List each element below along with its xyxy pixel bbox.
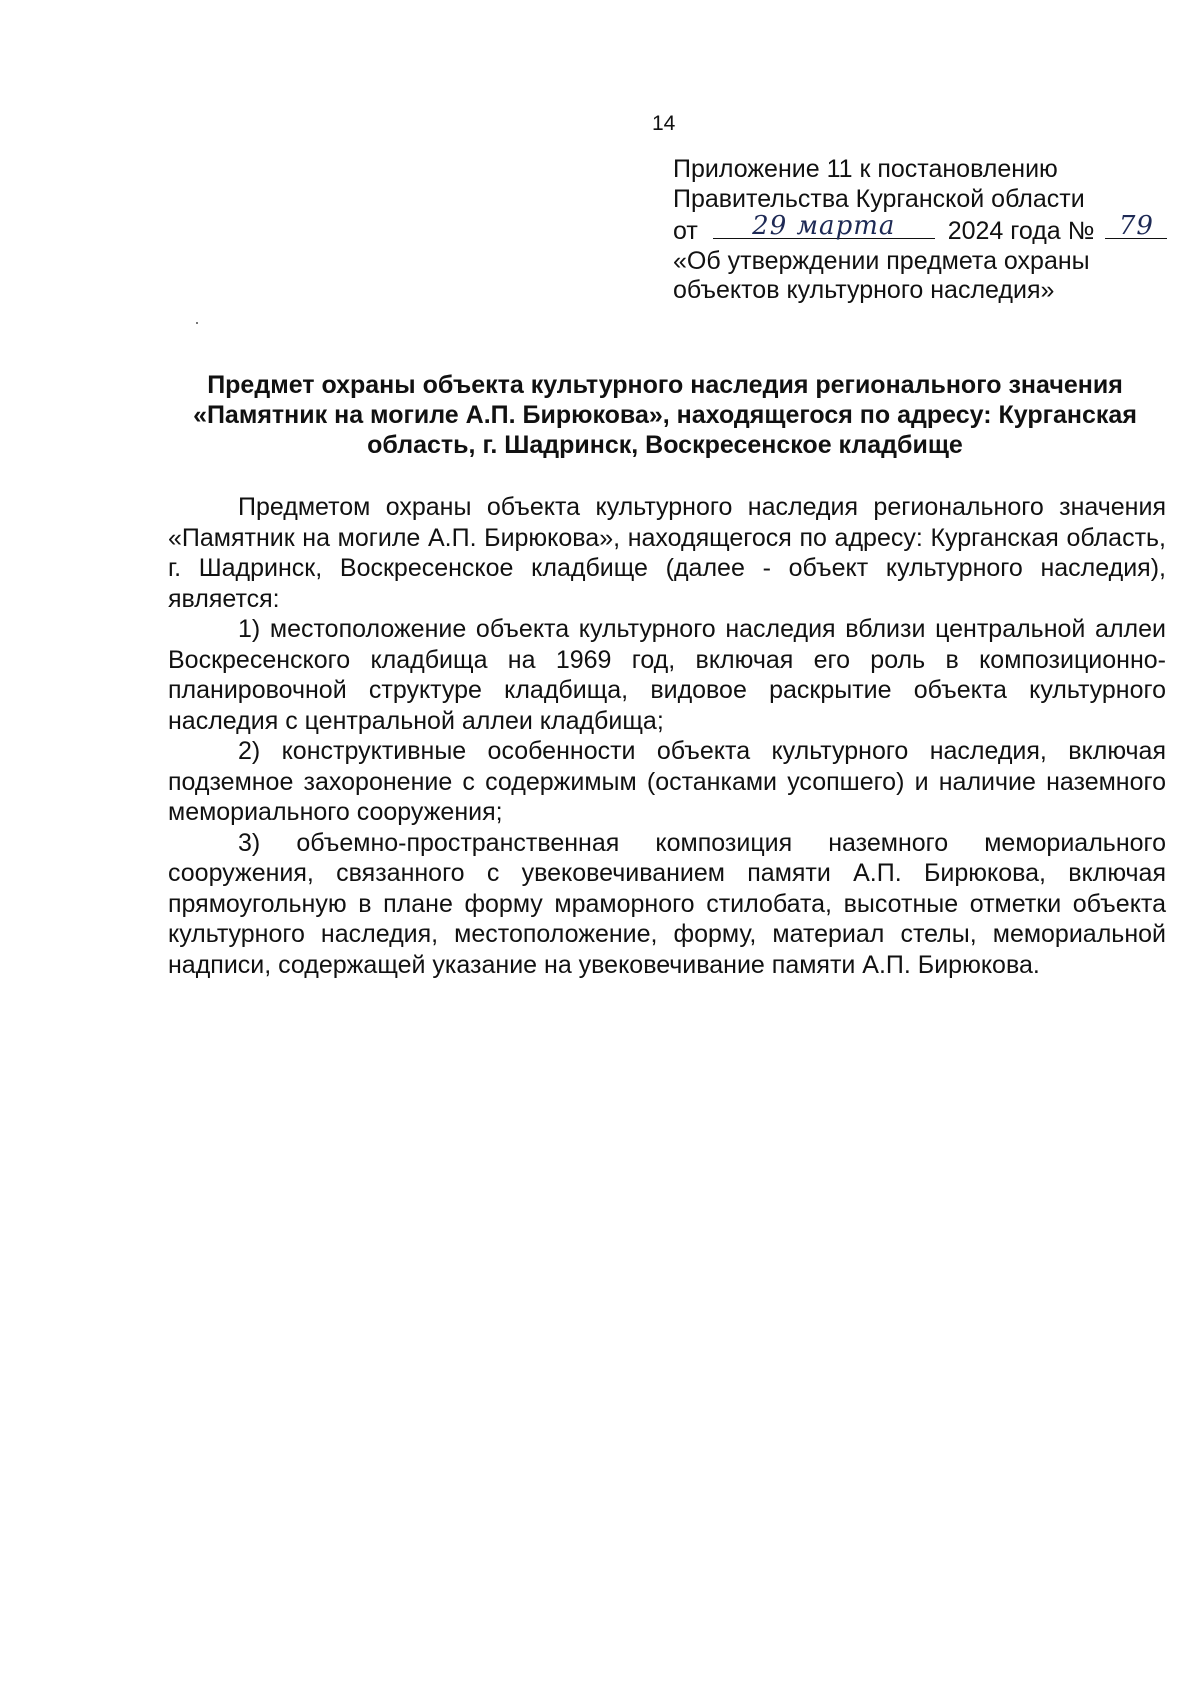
list-item-2: 2) конструктивные особенности объекта культурного наследия, включая подземное захоронение с содержимым (останками усопшего) и наличие наземного мемориального сооружения; [168,737,1166,826]
date-blank [713,210,935,241]
handwritten-date: 29 марта [752,210,896,241]
date-prefix: от [673,217,698,245]
document-title [165,370,1165,460]
list-item-3: 3) объемно-пространственная композиция наземного мемориального сооружения, связанного с увековечиванием памяти А.П. Бирюкова, включая прямоугольную в плане форму мраморного стилобата, высотные отметки объекта культурного наследия, местоположение, форму, материал стелы, мемориальной надписи, содержащей указание на увековечивание памяти А.П. Бирюкова. [168,828,1166,979]
title-line-2: «Памятник на могиле А.П. Бирюкова», находящегося по адресу: Курганская [193,401,1137,429]
appendix-line-2: Правительства Курганской области [673,184,1085,213]
title-line-3: область, г. Шадринск, Воскресенское кладбище [367,431,963,459]
document-body [168,492,1166,980]
appendix-header [673,155,1154,306]
list-item-1: 1) местоположение объекта культурного наследия вблизи центральной аллеи Воскресенского кладбища на 1969 год, включая его роль в композиционно-планировочной структуре кладбища, видовое раскрытие объекта культурного наследия с центральной аллеи кладбища; [168,615,1166,735]
page-number: 14 [652,112,676,135]
year-text: 2024 года № [947,217,1095,245]
appendix-date-line [673,210,1154,247]
handwritten-number: 79 [1118,210,1154,241]
scan-speck [196,322,198,324]
title-line-1: Предмет охраны объекта культурного наследия регионального значения [207,371,1123,399]
intro-paragraph: Предметом охраны объекта культурного наследия регионального значения «Памятник на могиле А.П. Бирюкова», находящегося по адресу: Курганская область, г. Шадринск, Воскресенское кладбище (далее - объект культурного наследия), является: [168,493,1166,613]
appendix-line-1: Приложение 11 к постановлению [673,155,1058,183]
appendix-line-4: «Об утверждении предмета охраны [673,246,1090,275]
number-blank [1105,210,1167,241]
appendix-line-5: объектов культурного наследия» [673,276,1055,304]
